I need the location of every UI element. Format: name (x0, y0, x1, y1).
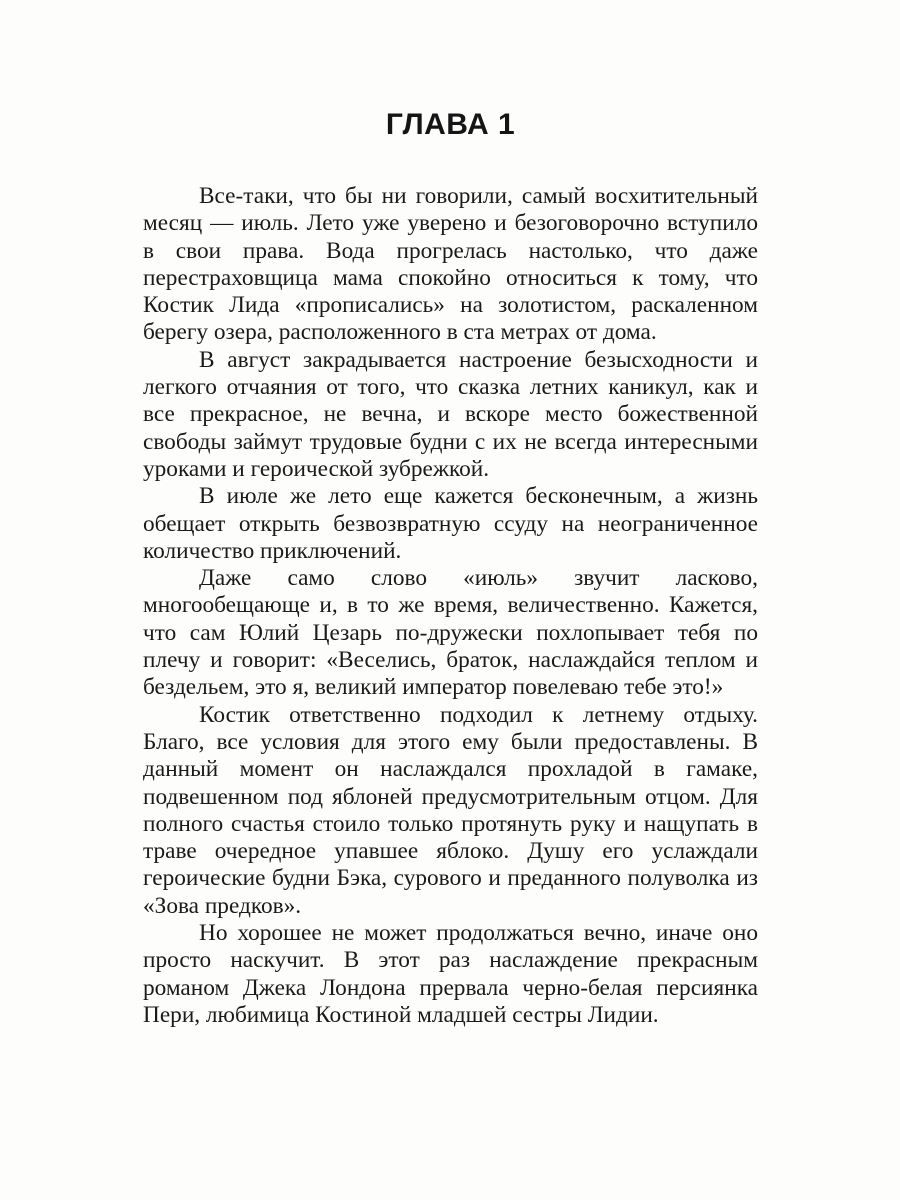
paragraph: Но хорошее не может продолжаться вечно, иначе оно просто наскучит. В этот раз наслаждение прекрасным романом Джека Лондона прервала черно-белая персиянка Пери, любимица Костиной младшей сестры Лидии. (143, 920, 758, 1028)
paragraph: Все-таки, что бы ни говорили, самый восхитительный месяц — июль. Лето уже уверено и безоговорочно вступило в свои права. Вода прогрелась настолько, что даже перестраховщица мама спокойно относиться к тому, что Костик Лида «прописались» на золотистом, раскаленном берегу озера, расположенного в ста метрах от дома. (143, 183, 758, 346)
page-title: ГЛАВА 1 (385, 108, 516, 141)
paragraph: Даже само слово «июль» звучит ласково, многообещающе и, в то же время, величественно. Кажется, что сам Юлий Цезарь по-дружески похлопывает тебя по плечу и говорит: «Веселись, браток, наслаждайся теплом и бездельем, это я, великий император повелеваю тебе это!» (143, 565, 758, 701)
paragraph: Костик ответственно подходил к летнему отдыху. Благо, все условия для этого ему были предоставлены. В данный момент он наслаждался прохладой в гамаке, подвешенном под яблоней предусмотрительным отцом. Для полного счастья стоило только протянуть руку и нащупать в траве очередное упавшее яблоко. Душу его услаждали героические будни Бэка, сурового и преданного полуволка из «Зова предков». (143, 701, 758, 919)
body-text-block (143, 183, 758, 1029)
paragraph: В август закрадывается настроение безысходности и легкого отчаяния от того, что сказка летних каникул, как и все прекрасное, не вечна, и вскоре место божественной свободы займут трудовые будни с их не всегда интересными уроками и героической зубрежкой. (143, 346, 758, 482)
paragraph: В июле же лето еще кажется бесконечным, а жизнь обещает открыть безвозвратную ссуду на неограниченное количество приключений. (143, 483, 758, 564)
